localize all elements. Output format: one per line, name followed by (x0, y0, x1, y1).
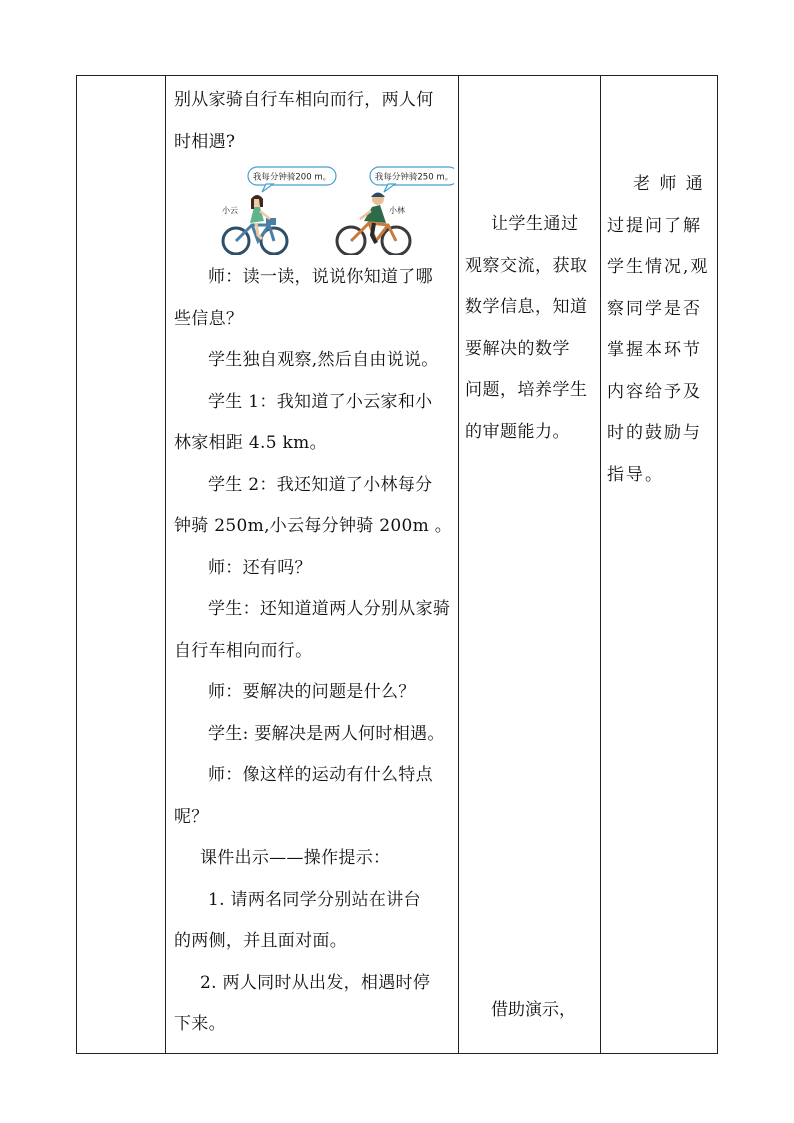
cyclists-image (174, 163, 454, 255)
intent-line: 要解决的数学 (465, 338, 570, 359)
boy-cyclist-icon (337, 193, 410, 256)
cyclist-name-left: 小云 (222, 206, 238, 215)
bubble-text-left: 我每分钟骑200 m。 (252, 172, 332, 183)
text-line: 钟骑 250m,小云每分钟骑 200m 。 (174, 516, 453, 536)
evaluation-line: 察同学是否 (607, 298, 702, 319)
girl-cyclist-icon (223, 195, 287, 254)
text-line: 学生: 要解决是两人何时相遇。 (208, 723, 445, 744)
intent-line: 的审题能力。 (465, 421, 570, 442)
intent-line: 让学生通过 (491, 214, 579, 234)
text-line: 自行车相向而行。 (174, 640, 313, 661)
speech-bubble-right (370, 167, 454, 192)
text-line: 师：像这样的运动有什么特点 (208, 765, 433, 785)
text-line: 课件出示——操作提示： (200, 848, 391, 868)
evaluation-line: 掌握本环节 (607, 340, 702, 360)
text-line: 学生独自观察,然后自由说说。 (208, 350, 439, 370)
lesson-table (76, 75, 718, 1054)
evaluation-line: 学生情况,观 (607, 257, 710, 277)
text-line: 2. 两人同时从出发，相遇时停 (200, 972, 431, 993)
intent-line: 问题，培养学生 (465, 380, 588, 400)
text-line: 学生：还知道道两人分别从家骑 (208, 599, 451, 619)
intent-bottom-line: 借助演示， (491, 1000, 576, 1020)
text-line: 师：要解决的问题是什么？ (208, 682, 416, 702)
text-line: 呢？ (174, 806, 209, 827)
evaluation-line: 老 师 通 (633, 174, 705, 194)
intent-line: 观察交流，获取 (465, 255, 588, 276)
text-line: 些信息？ (174, 308, 244, 329)
speech-bubble-left (248, 167, 336, 192)
evaluation-line: 过提问了解 (607, 215, 702, 236)
text-line: 下来。 (174, 1014, 226, 1034)
stage-column (77, 76, 165, 1053)
evaluation-line: 内容给予及 (607, 381, 702, 402)
text-line: 的两侧，并且面对面。 (174, 931, 347, 951)
text-line: 1. 请两名同学分别站在讲台 (208, 889, 421, 910)
text-line: 时相遇? (174, 131, 236, 152)
text-line: 别从家骑自行车相向而行，两人何 (174, 90, 434, 110)
text-line: 师：读一读，说说你知道了哪 (208, 267, 433, 287)
teaching-process-column (166, 76, 458, 1053)
text-line: 学生 2：我还知道了小林每分 (208, 474, 433, 495)
cyclist-name-right: 小林 (389, 206, 405, 215)
intent-line: 数学信息，知道 (465, 297, 588, 317)
text-line: 林家相距 4.5 km。 (174, 433, 327, 453)
design-intent-column (459, 76, 600, 1053)
bubble-text-right: 我每分钟骑250 m。 (374, 172, 454, 183)
evaluation-line: 时的鼓励与 (607, 423, 702, 443)
evaluation-column (601, 76, 718, 1053)
text-line: 师：还有吗？ (208, 557, 312, 578)
bicycle-illustration (174, 163, 452, 255)
evaluation-line: 指导。 (607, 464, 664, 485)
text-line: 学生 1：我知道了小云家和小 (208, 391, 433, 412)
